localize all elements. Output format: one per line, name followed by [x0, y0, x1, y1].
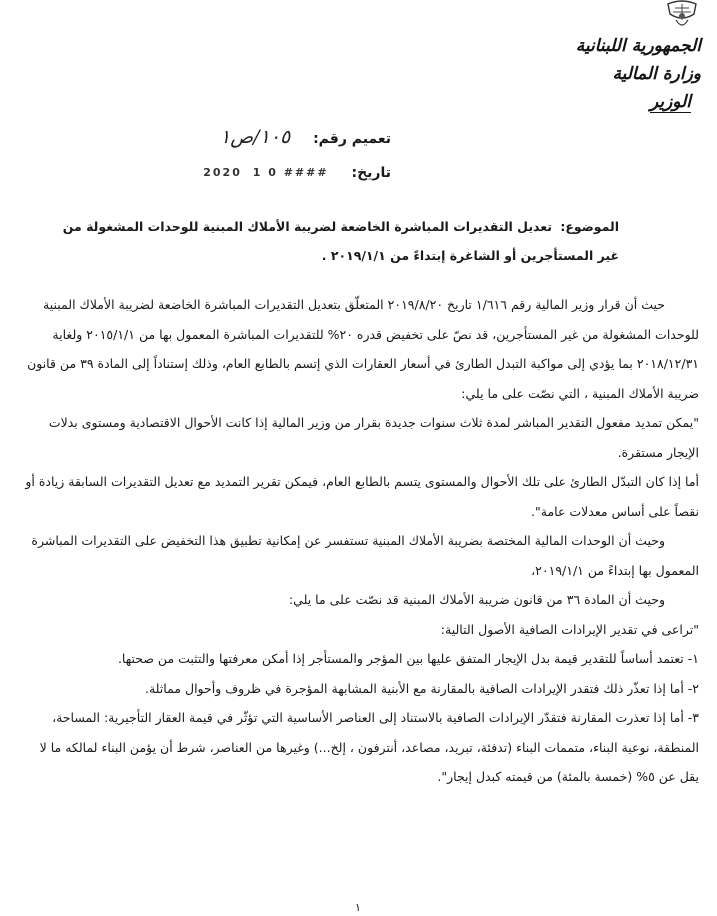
quoted-article-39-part-2: أما إذا كان التبدّل الطارئ على تلك الأحوال والمستوى يتسم بالطابع العام، فيمكن تقرير التمديد مع تعديل التقديرات السابقة زيادة أو نقصاً على أساس معدلات عامة".: [25, 474, 699, 519]
circular-meta: [203, 120, 391, 190]
date-stamp-year: 2020: [203, 166, 242, 179]
circular-body: [19, 290, 699, 792]
page-mark: ١: [355, 901, 361, 914]
circular-date-label: تاريخ:: [351, 165, 391, 181]
date-stamp: 1 0 ####: [252, 166, 329, 179]
circular-number-row: [203, 120, 391, 156]
subject-block: [49, 212, 619, 270]
subject-text: تعديل التقديرات المباشرة الخاضعة لضريبة الأملاك المبنية للوحدات المشغولة من: [62, 219, 552, 234]
article-36-item-2: ٢- أما إذا تعذّر ذلك فتقدر الإيرادات الصافية بالمقارنة مع الأبنية المشابهة المؤجرة في ظروف وأحوال مماثلة.: [144, 680, 699, 696]
minister-title: الوزير: [649, 92, 691, 112]
article-36-item-3: ٣- أما إذا تعذرت المقارنة فتقدّر الإيرادات الصافية بالاستناد إلى العناصر الأساسية التي تؤثّر في قيمة العقار التأجيرية: المساحة، المنطقة، نوعية البناء، متممات البناء (تدفئة، تبريد، مصاعد، أنترفون ، إلخ...) وغيرها من العناصر، شرط أن يؤمن البناء لمالكه ما لا يقل عن ٥% (خمسة بالمئة) من قيمته كبدل إيجار".: [39, 710, 699, 784]
quoted-article-39-part-1: "يمكن تمديد مفعول التقدير المباشر لمدة ثلاث سنوات جديدة بقرار من وزير المالية إذا كانت الأحوال الاقتصادية ومستوى بدلات الإيجار مستقرة.: [48, 415, 699, 460]
circular-date-row: [203, 156, 391, 190]
body-paragraph-3: وحيث أن المادة ٣٦ من قانون ضريبة الأملاك المبنية قد نصّت على ما يلي:: [288, 592, 665, 607]
republic-emblem-icon: [663, 0, 701, 30]
body-paragraph-1: حيث أن قرار وزير المالية رقم ١/٦١٦ تاريخ ٢٠١٩/٨/٢٠ المتعلّق بتعديل التقديرات المباشرة الخاضعة لضريبة الأملاك المبنية للوحدات المشغولة من غير المستأجرين، قد نصّ على تخفيض قدره ٢٠% للتقديرات المباشرة المعمول بها من ٢٠١٥/١/١ ولغاية ٢٠١٨/١٢/٣١ بما يؤدي إلى مواكبة التبدل الطارئ في أسعار العقارات الذي إتسم بالطابع العام، وذلك إستناداً إلى المادة ٣٩ من قانون ضريبة الأملاك المبنية ، التي نصّت على ما يلي:: [27, 297, 699, 401]
circular-number-label: تعميم رقم:: [313, 131, 391, 147]
body-paragraph-2: وحيث أن الوحدات المالية المختصة بضريبة الأملاك المبنية تستفسر عن إمكانية تطبيق هذا التخفيض على التقديرات المباشرة المعمول بها إبتداءً من ٢٠١٩/١/١،: [31, 533, 699, 578]
republic-name: الجمهورية اللبنانية: [575, 36, 701, 56]
letterhead: [576, 32, 701, 116]
article-36-item-1: ١- تعتمد أساساً للتقدير قيمة بدل الإيجار المتفق عليها بين المؤجر والمستأجر إذا أمكن معرفتها والتثبت من صحتها.: [117, 651, 699, 666]
ministry-name: وزارة المالية: [612, 64, 701, 84]
quoted-article-36-intro: "تراعى في تقدير الإيرادات الصافية الأصول التالية:: [440, 621, 699, 637]
subject-text-continued: غير المستأجرين أو الشاغرة إبتداءً من ٢٠١٩/١/١ .: [321, 248, 619, 263]
subject-label: الموضوع:: [560, 219, 619, 234]
circular-number-value: ١٠٥/ص١: [219, 126, 291, 148]
